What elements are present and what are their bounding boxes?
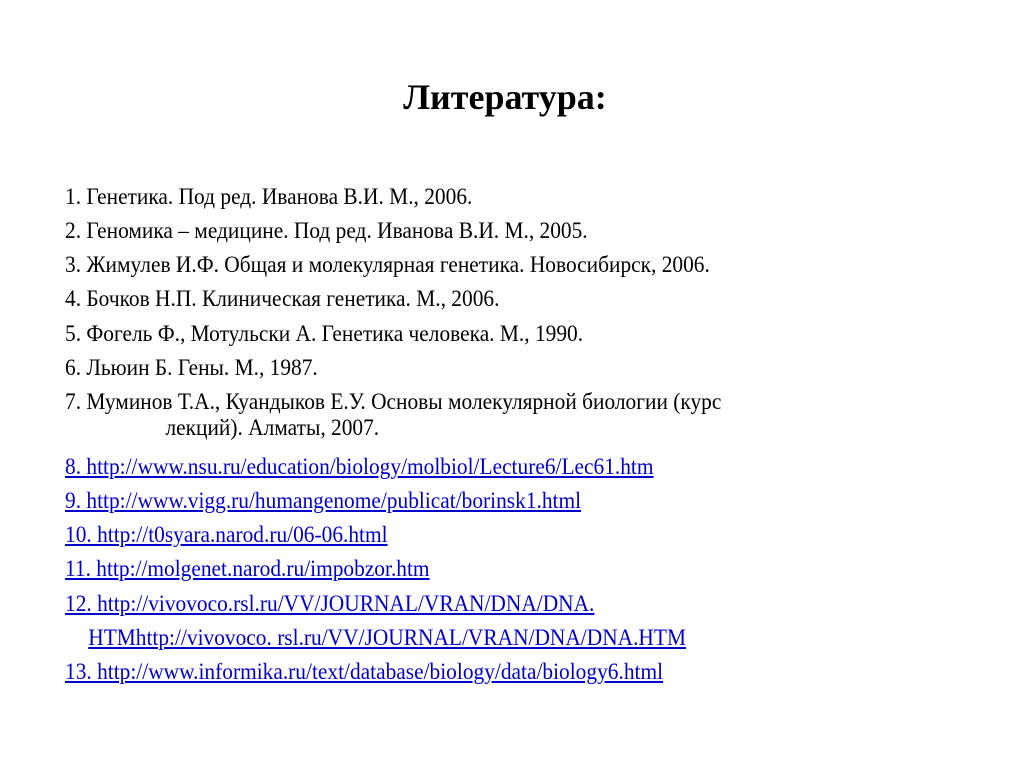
reference-link-continuation[interactable]: HTMhttp://vivovoco. rsl.ru/VV/JOURNAL/VRAN/DNA/DNA.HTM [88,625,686,650]
reference-link[interactable]: 13. http://www.informika.ru/text/database/biology/data/biology6.html [65,659,664,684]
reference-item-continuation: лекций). Алматы, 2007. [165,415,380,440]
slide-title: Литература: [403,77,607,117]
reference-link[interactable]: 12. http://vivovoco.rsl.ru/VV/JOURNAL/VRAN/DNA/DNA. [65,591,595,616]
reference-item: 1. Генетика. Под ред. Иванова В.И. М., 2006. [65,184,473,209]
reference-item: 6. Льюин Б. Гены. М., 1987. [65,355,318,380]
reference-item: 7. Муминов Т.А., Куандыков Е.У. Основы молекулярной биологии (курс [65,389,722,414]
reference-link[interactable]: 10. http://t0syara.narod.ru/06-06.html [65,522,388,547]
reference-link[interactable]: 11. http://molgenet.narod.ru/impobzor.htm [65,556,430,581]
reference-item: 5. Фогель Ф., Мотульски А. Генетика человека. М., 1990. [65,321,584,346]
reference-item: 4. Бочков Н.П. Клиническая генетика. М., 2006. [65,286,500,311]
reference-item: 3. Жимулев И.Ф. Общая и молекулярная генетика. Новосибирск, 2006. [65,252,710,277]
reference-link[interactable]: 9. http://www.vigg.ru/humangenome/publicat/borinsk1.html [65,488,582,513]
reference-link[interactable]: 8. http://www.nsu.ru/education/biology/molbiol/Lecture6/Lec61.htm [65,454,654,479]
reference-item: 2. Геномика – медицине. Под ред. Иванова В.И. М., 2005. [65,218,588,243]
